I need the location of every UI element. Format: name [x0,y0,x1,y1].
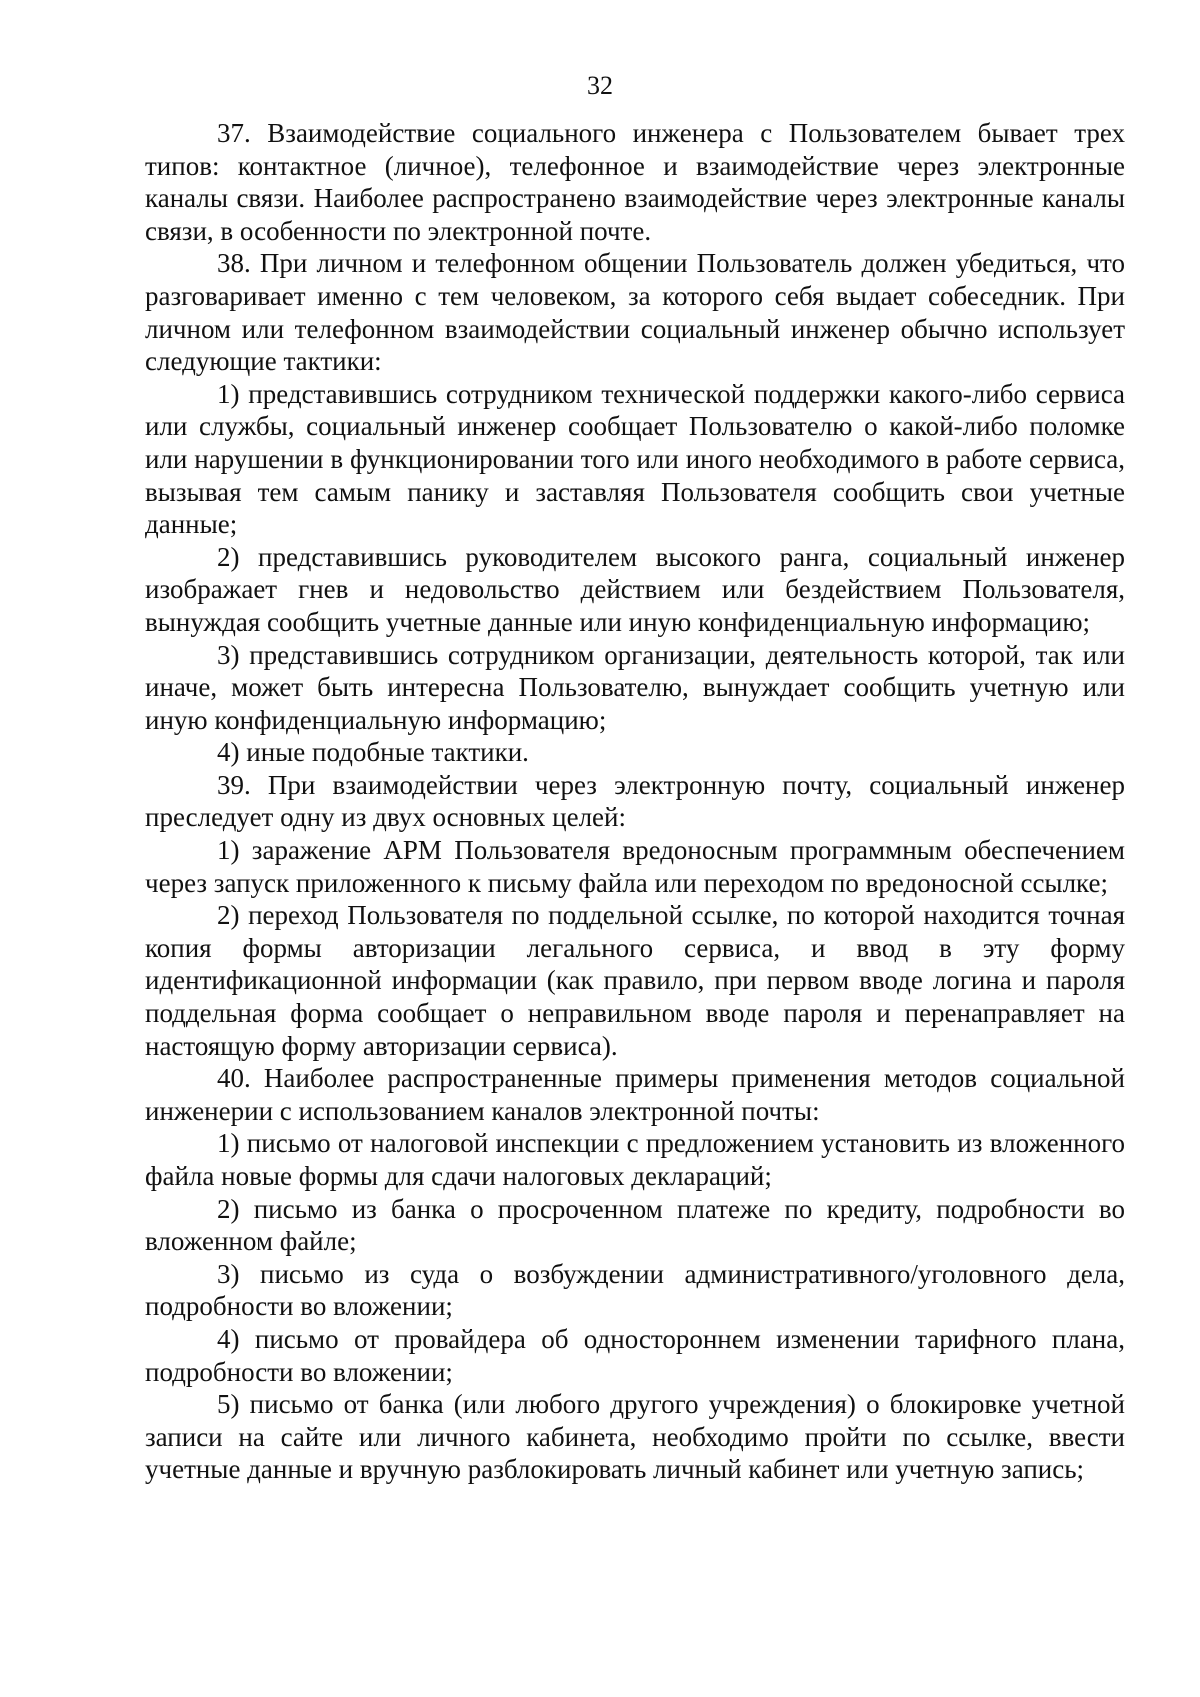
paragraph-39: 39. При взаимодействии через электронную почту, социальный инженер преследует одну из двух основных целей: [145,769,1125,833]
list-item-40-1: 1) письмо от налоговой инспекции с предложением установить из вложенного файла новые формы для сдачи налоговых деклараций; [145,1128,1125,1191]
list-item-38-4: 4) иные подобные тактики. [217,737,529,768]
paragraph-38: 38. При личном и телефонном общении Пользователь должен убедиться, что разговаривает именно с тем человеком, за которого себя выдает собеседник. При личном или телефонном взаимодействии социальный инженер обычно использует следующие тактики: [145,248,1125,377]
list-item-39-1: 1) заражение АРМ Пользователя вредоносным программным обеспечением через запуск приложенного к письму файла или переходом по вредоносной ссылке; [145,835,1125,898]
document-body [145,117,1125,1486]
page-number: 32 [587,71,613,100]
list-item-40-3: 3) письмо из суда о возбуждении административного/уголовного дела, подробности во вложении; [145,1258,1125,1322]
list-item-40-2: 2) письмо из банка о просроченном платеже по кредиту, подробности во вложенном файле; [145,1193,1125,1257]
list-item-38-3: 3) представившись сотрудником организации, деятельность которой, так или иначе, может быть интересна Пользователю, вынуждает сообщить учетную или иную конфиденциальную информацию; [145,639,1125,735]
list-item-39-2: 2) переход Пользователя по поддельной ссылке, по которой находится точная копия формы авторизации легального сервиса, и ввод в эту форму идентификационной информации (как правило, при первом вводе логина и пароля поддельная форма сообщает о неправильном вводе пароля и перенаправляет на настоящую форму авторизации сервиса). [145,900,1125,1061]
list-item-38-1: 1) представившись сотрудником технической поддержки какого-либо сервиса или службы, социальный инженер сообщает Пользователю о какой-либо поломке или нарушении в функционировании того или иного необходимого в работе сервиса, вызывая тем самым панику и заставляя Пользователя сообщить свои учетные данные; [145,378,1125,540]
paragraph-40: 40. Наиболее распространенные примеры применения методов социальной инженерии с использованием каналов электронной почты: [145,1063,1125,1126]
list-item-40-4: 4) письмо от провайдера об одностороннем изменении тарифного плана, подробности во вложении; [145,1323,1125,1387]
list-item-40-5: 5) письмо от банка (или любого другого учреждения) о блокировке учетной записи на сайте или личного кабинета, необходимо пройти по ссылке, ввести учетные данные и вручную разблокировать личный кабинет или учетную запись; [145,1389,1125,1485]
list-item-38-2: 2) представившись руководителем высокого ранга, социальный инженер изображает гнев и недовольство действием или бездействием Пользователя, вынуждая сообщить учетные данные или иную конфиденциальную информацию; [145,541,1125,637]
paragraph-37: 37. Взаимодействие социального инженера с Пользователем бывает трех типов: контактное (личное), телефонное и взаимодействие через электронные каналы связи. Наиболее распространено взаимодействие через электронные каналы связи, в особенности по электронной почте. [145,118,1125,246]
